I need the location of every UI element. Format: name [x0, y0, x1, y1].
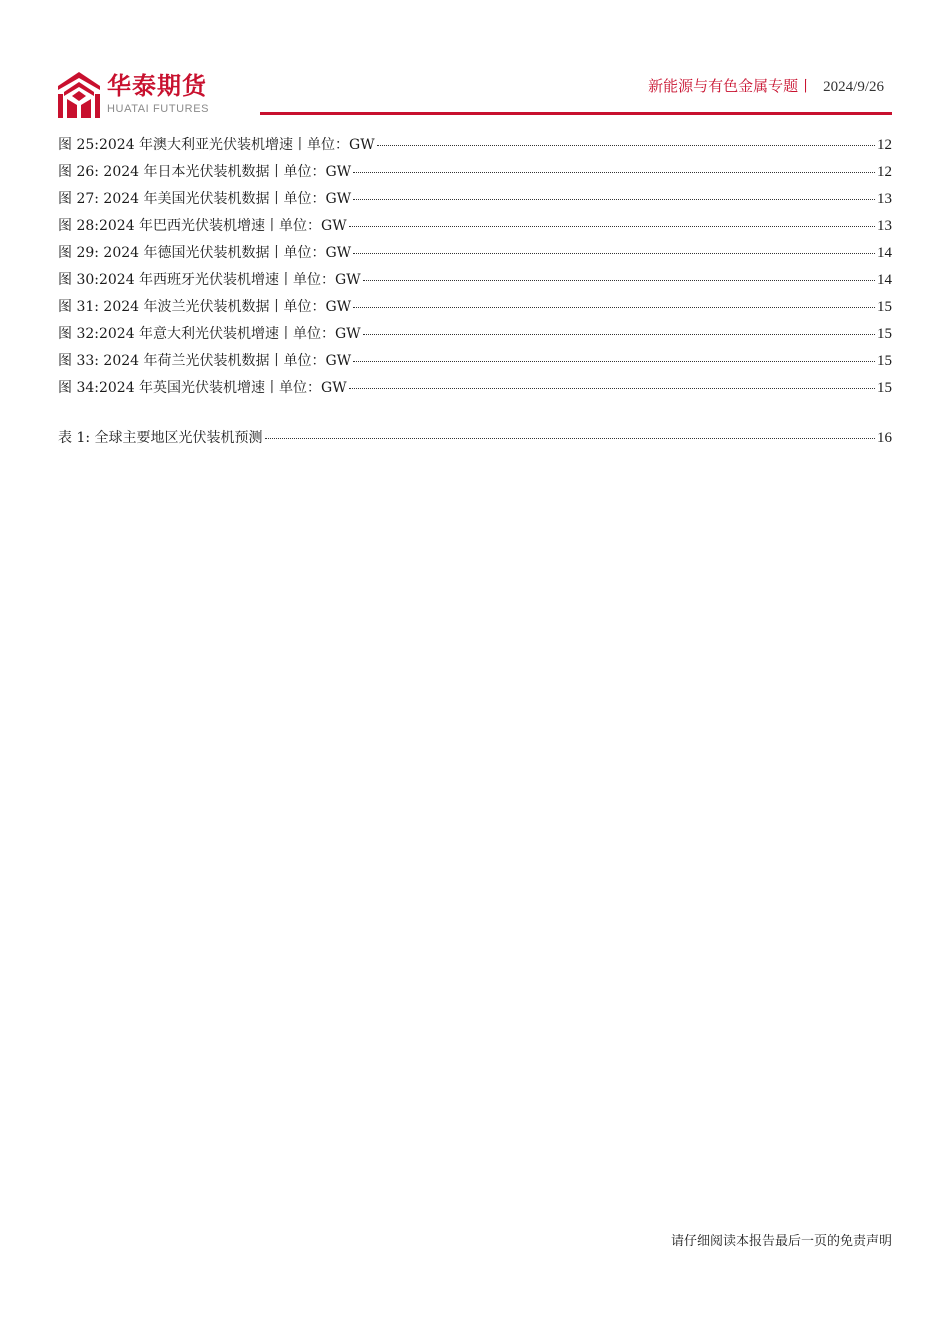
toc-entry-page: 12	[877, 137, 892, 153]
toc-leader-dots	[349, 387, 875, 389]
toc-leader-dots	[377, 144, 875, 146]
toc-entry-title: 图 31: 2024 年波兰光伏装机数据丨单位：GW	[58, 299, 352, 315]
toc-leader-dots	[353, 360, 875, 362]
logo-chinese-name: 华泰期货	[107, 72, 207, 100]
toc-leader-dots	[349, 225, 875, 227]
header-topic-title: 新能源与有色金属专题丨	[648, 77, 814, 95]
toc-leader-dots	[265, 437, 875, 439]
toc-entry-title: 图 29: 2024 年德国光伏装机数据丨单位：GW	[58, 245, 352, 261]
toc-entry-page: 15	[877, 326, 892, 342]
toc-table-entry[interactable]	[58, 427, 892, 454]
toc-entry-page: 16	[877, 430, 892, 446]
toc-entry[interactable]	[58, 188, 892, 215]
toc-entry-title: 图 27: 2024 年美国光伏装机数据丨单位：GW	[58, 191, 352, 207]
toc-entry-page: 15	[877, 380, 892, 396]
toc-entry-title: 图 32:2024 年意大利光伏装机增速丨单位：GW	[58, 326, 361, 342]
toc-entry[interactable]	[58, 269, 892, 296]
logo-english-name: HUATAI FUTURES	[107, 103, 210, 115]
toc-entry-title: 图 28:2024 年巴西光伏装机增速丨单位：GW	[58, 218, 347, 234]
page-header	[0, 0, 950, 120]
toc-entry-page: 13	[877, 191, 892, 207]
toc-entry[interactable]	[58, 377, 892, 404]
toc-entry[interactable]	[58, 134, 892, 161]
toc-entry-title: 表 1: 全球主要地区光伏装机预测	[58, 430, 263, 446]
toc-leader-dots	[363, 279, 875, 281]
huatai-logo	[58, 72, 228, 120]
toc-entry-title: 图 26: 2024 年日本光伏装机数据丨单位：GW	[58, 164, 352, 180]
footer-disclaimer: 请仔细阅读本报告最后一页的免责声明	[670, 1234, 892, 1249]
toc-entry[interactable]	[58, 161, 892, 188]
toc-entry-title: 图 30:2024 年西班牙光伏装机增速丨单位：GW	[58, 272, 361, 288]
toc-entry-page: 14	[877, 245, 892, 261]
huatai-logo-icon	[58, 72, 100, 118]
toc-entry-title: 图 34:2024 年英国光伏装机增速丨单位：GW	[58, 380, 347, 396]
toc-leader-dots	[353, 306, 875, 308]
toc-entry-page: 13	[877, 218, 892, 234]
toc-entry[interactable]	[58, 323, 892, 350]
toc-leader-dots	[353, 252, 875, 254]
toc-leader-dots	[353, 198, 875, 200]
toc-entry-page: 14	[877, 272, 892, 288]
toc-entry-page: 15	[877, 299, 892, 315]
header-date: 2024/9/26	[823, 79, 884, 95]
toc-entry-page: 12	[877, 164, 892, 180]
toc-entry-page: 15	[877, 353, 892, 369]
toc-leader-dots	[363, 333, 875, 335]
toc-entry[interactable]	[58, 350, 892, 377]
toc-entry-title: 图 25:2024 年澳大利亚光伏装机增速丨单位：GW	[58, 137, 375, 153]
toc-entry-title: 图 33: 2024 年荷兰光伏装机数据丨单位：GW	[58, 353, 352, 369]
toc-leader-dots	[353, 171, 875, 173]
header-topic	[648, 76, 884, 97]
toc-entry[interactable]	[58, 296, 892, 323]
table-of-contents	[58, 134, 892, 454]
toc-entry[interactable]	[58, 215, 892, 242]
header-divider	[260, 112, 892, 115]
toc-entry[interactable]	[58, 242, 892, 269]
